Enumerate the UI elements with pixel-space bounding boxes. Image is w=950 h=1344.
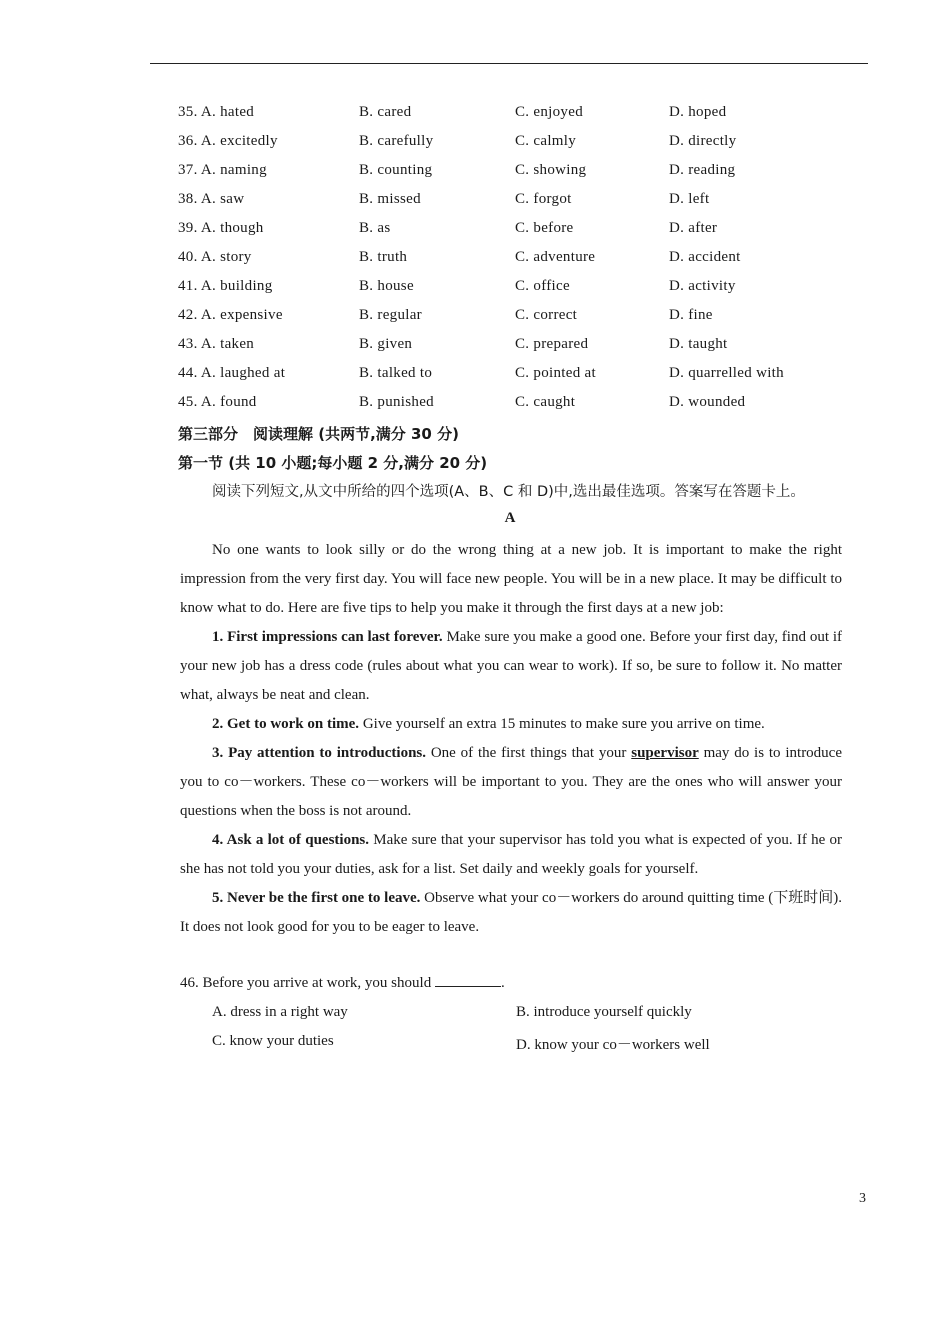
question-option-d: D. know your co－workers well: [516, 1037, 710, 1053]
option-row: 43. A. taken B. given C. prepared D. taught: [178, 336, 728, 352]
option-row: 41. A. building B. house C. office D. activity: [178, 278, 736, 294]
question-option-b: B. introduce yourself quickly: [516, 1004, 692, 1020]
question-option-c: C. know your duties: [212, 1033, 334, 1049]
passage-letter: A: [504, 510, 516, 526]
option-row: 38. A. saw B. missed C. forgot D. left: [178, 191, 710, 207]
tip-heading: 2. Get to work on time.: [212, 716, 360, 732]
reading-instructions: 阅读下列短文,从文中所给的四个选项(A、B、C 和 D)中,选出最佳选项。答案写在答题卡上。: [212, 484, 805, 500]
header-rule: [150, 63, 868, 64]
question-stem: 46. Before you arrive at work, you should: [180, 975, 432, 991]
option-row: 37. A. naming B. counting C. showing D. reading: [178, 162, 736, 178]
option-row: 40. A. story B. truth C. adventure D. accident: [178, 249, 741, 265]
tip-heading: 3. Pay attention to introductions.: [212, 745, 427, 761]
answer-blank: [435, 972, 501, 987]
option-row: 45. A. found B. punished C. caught D. wounded: [178, 394, 746, 410]
option-row: 42. A. expensive B. regular C. correct D. fine: [178, 307, 713, 323]
option-row: 36. A. excitedly B. carefully C. calmly D. directly: [178, 133, 737, 149]
option-row: 35. A. hated B. cared C. enjoyed D. hoped: [178, 104, 727, 120]
page-number: 3: [859, 1191, 866, 1206]
tip-1: 1. First impressions can last forever. Make sure you make a good one. Before your first day, find out if your new job has a dress code (rules about what you can wear to work). If so, be sure to follow it. No matter what, always be neat and clean.: [180, 629, 842, 703]
tip-heading: 4. Ask a lot of questions.: [212, 832, 370, 848]
question-46: 46. Before you arrive at work, you should .: [180, 972, 505, 992]
option-row: 44. A. laughed at B. talked to C. pointed at D. quarrelled with: [178, 365, 784, 381]
tip-2: 2. Get to work on time. Give yourself an extra 15 minutes to make sure you arrive on time.: [212, 716, 765, 732]
reading-passage: [180, 536, 842, 942]
tip-3: 3. Pay attention to introductions. One of the first things that your supervisor may do is to introduce you to co－workers. These co－workers will be important to you. They are the ones who will answer your questions when the boss is not around.: [180, 745, 843, 819]
section1-heading: 第一节 (共 10 小题;每小题 2 分,满分 20 分): [178, 454, 488, 472]
part3-heading: 第三部分 阅读理解 (共两节,满分 30 分): [178, 425, 459, 443]
underlined-word: supervisor: [631, 745, 699, 761]
question-option-a: A. dress in a right way: [212, 1004, 348, 1020]
passage-intro: No one wants to look silly or do the wrong thing at a new job. It is important to make the right impression from the very first day. You will face new people. You will be in a new place. It may be difficult to know what to do. Here are five tips to help you make it through the first days at a new job:: [180, 542, 842, 616]
tip-4: 4. Ask a lot of questions. Make sure that your supervisor has told you what is expected of you. If he or she has not told you your duties, ask for a list. Set daily and weekly goals for yourself.: [180, 832, 842, 877]
answer-options-list: [178, 100, 878, 419]
option-row: 39. A. though B. as C. before D. after: [178, 220, 718, 236]
tip-heading: 5. Never be the first one to leave.: [212, 890, 421, 906]
tip-heading: 1. First impressions can last forever.: [212, 629, 443, 645]
tip-5: 5. Never be the first one to leave. Observe what your co－workers do around quitting time (下班时间). It does not look good for you to be eager to leave.: [180, 890, 843, 935]
